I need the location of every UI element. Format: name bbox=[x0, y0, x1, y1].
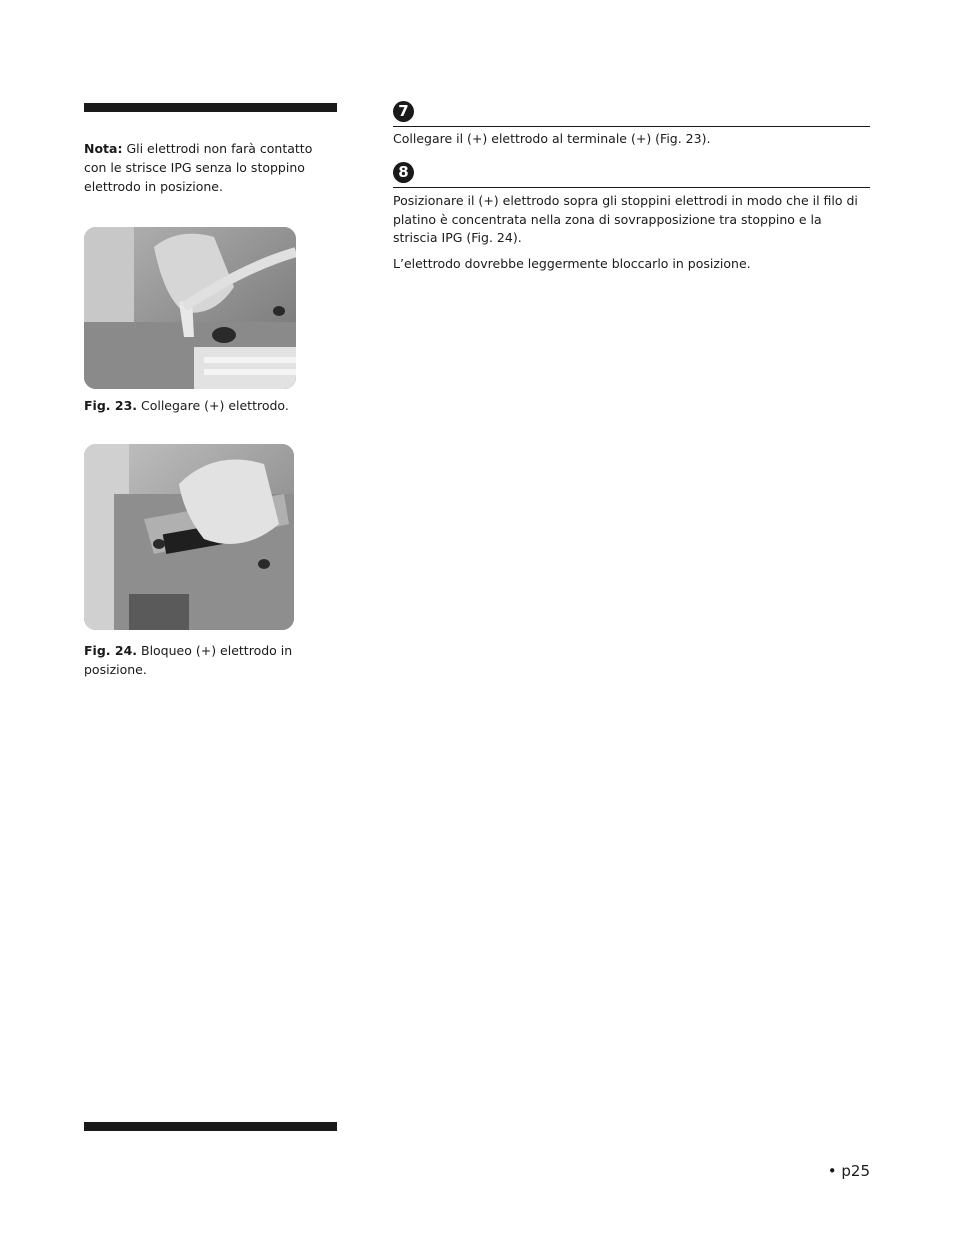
figure-24-caption bbox=[84, 641, 304, 679]
step-8-number-icon: 8 bbox=[393, 162, 414, 183]
bottom-rule bbox=[84, 1122, 337, 1131]
page-number: • p25 bbox=[827, 1162, 870, 1180]
step-8-rule bbox=[393, 187, 870, 188]
top-rule bbox=[84, 103, 337, 112]
figure-24-label: Fig. 24. bbox=[84, 643, 138, 658]
note-label: Nota: bbox=[84, 141, 123, 156]
figure-23-photo bbox=[84, 227, 296, 389]
figure-24-photo bbox=[84, 444, 294, 630]
figure-24-text: Bloqueo (+) elettrodo in posizione. bbox=[84, 643, 293, 677]
step-8-paragraph-2: L’elettrodo dovrebbe leggermente bloccarlo in posizione. bbox=[393, 256, 751, 271]
figure-23-text: Collegare (+) elettrodo. bbox=[137, 398, 289, 413]
step-8-paragraph-1: Posizionare il (+) elettrodo sopra gli stoppini elettrodi in modo che il filo di platino è concentrata nella zona di sovrapposizione tra stoppino e la striscia IPG (Fig. 24). bbox=[393, 193, 858, 245]
step-7-rule bbox=[393, 126, 870, 127]
figure-23-caption bbox=[84, 396, 289, 415]
step-7-number-icon: 7 bbox=[393, 101, 414, 122]
figure-23-label: Fig. 23. bbox=[84, 398, 138, 413]
step-7-paragraph: Collegare il (+) elettrodo al terminale (+) (Fig. 23). bbox=[393, 131, 711, 146]
note-text: Gli elettrodi non farà contatto con le strisce IPG senza lo stoppino elettrodo in posizione. bbox=[84, 141, 313, 194]
note-paragraph bbox=[84, 139, 316, 196]
